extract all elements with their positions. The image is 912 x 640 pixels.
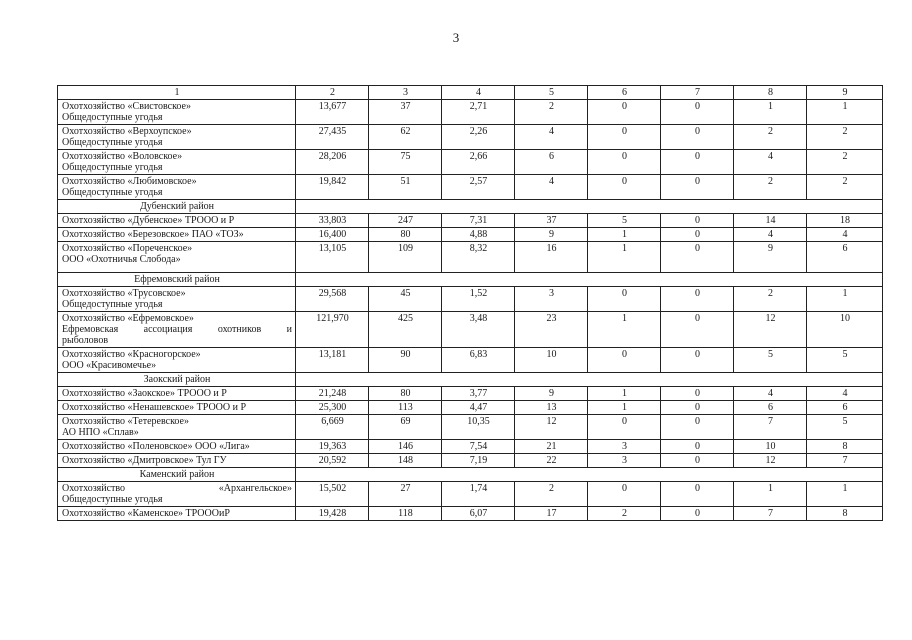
name-line: Общедоступные угодья — [62, 494, 163, 505]
value-cell-col-3: 51 — [369, 175, 442, 200]
district-empty-cell — [296, 200, 883, 214]
value-cell-col-4: 2,66 — [442, 150, 515, 175]
value-cell-col-3: 113 — [369, 401, 442, 415]
value-cell-col-8: 12 — [734, 312, 807, 348]
name-word: охотников — [217, 324, 262, 335]
name-line-spread — [62, 324, 292, 335]
name-line-spread — [62, 483, 292, 494]
value-cell-col-6: 1 — [588, 401, 661, 415]
column-header-8: 8 — [734, 86, 807, 100]
value-cell-col-7: 0 — [661, 125, 734, 150]
value-cell-col-4: 10,35 — [442, 415, 515, 440]
name-line: ООО «Красивомечье» — [62, 360, 157, 371]
value-cell-col-3: 37 — [369, 100, 442, 125]
name-line: Охотхозяйство «Поленовское» ООО «Лига» — [62, 441, 250, 452]
district-name: Заокский район — [58, 373, 296, 387]
value-cell-col-4: 4,88 — [442, 228, 515, 242]
value-cell-col-2: 19,363 — [296, 440, 369, 454]
value-cell-col-7: 0 — [661, 440, 734, 454]
name-line: Общедоступные угодья — [62, 162, 163, 173]
name-line: Охотхозяйство «Березовское» ПАО «ТОЗ» — [62, 229, 244, 240]
value-cell-col-9: 10 — [807, 312, 883, 348]
value-cell-col-8: 14 — [734, 214, 807, 228]
district-row — [58, 200, 883, 214]
table-row — [58, 287, 883, 312]
value-cell-col-2: 121,970 — [296, 312, 369, 348]
hunting-ground-name — [58, 312, 296, 348]
value-cell-col-8: 4 — [734, 228, 807, 242]
value-cell-col-6: 0 — [588, 482, 661, 507]
value-cell-col-5: 16 — [515, 242, 588, 273]
value-cell-col-2: 19,428 — [296, 507, 369, 521]
value-cell-col-5: 4 — [515, 125, 588, 150]
value-cell-col-6: 0 — [588, 287, 661, 312]
value-cell-col-6: 0 — [588, 150, 661, 175]
district-empty-cell — [296, 468, 883, 482]
name-line: АО НПО «Сплав» — [62, 427, 139, 438]
district-name: Дубенский район — [58, 200, 296, 214]
value-cell-col-7: 0 — [661, 387, 734, 401]
column-header-2: 2 — [296, 86, 369, 100]
table-row — [58, 242, 883, 273]
value-cell-col-4: 1,74 — [442, 482, 515, 507]
table-row — [58, 312, 883, 348]
value-cell-col-4: 4,47 — [442, 401, 515, 415]
value-cell-col-9: 4 — [807, 228, 883, 242]
value-cell-col-9: 1 — [807, 100, 883, 125]
value-cell-col-8: 4 — [734, 150, 807, 175]
value-cell-col-2: 29,568 — [296, 287, 369, 312]
value-cell-col-4: 3,48 — [442, 312, 515, 348]
value-cell-col-4: 1,52 — [442, 287, 515, 312]
hunting-ground-name — [58, 454, 296, 468]
value-cell-col-3: 146 — [369, 440, 442, 454]
value-cell-col-8: 4 — [734, 387, 807, 401]
value-cell-col-3: 62 — [369, 125, 442, 150]
column-header-1: 1 — [58, 86, 296, 100]
page-number: 3 — [452, 30, 460, 45]
name-line: Охотхозяйство «Заокское» ТРООО и Р — [62, 388, 227, 399]
value-cell-col-2: 28,206 — [296, 150, 369, 175]
table-row — [58, 454, 883, 468]
value-cell-col-6: 1 — [588, 312, 661, 348]
value-cell-col-5: 9 — [515, 228, 588, 242]
value-cell-col-2: 13,105 — [296, 242, 369, 273]
hunting-ground-name — [58, 228, 296, 242]
value-cell-col-5: 37 — [515, 214, 588, 228]
hunting-ground-name — [58, 482, 296, 507]
district-empty-cell — [296, 373, 883, 387]
value-cell-col-6: 3 — [588, 454, 661, 468]
value-cell-col-8: 5 — [734, 348, 807, 373]
hunting-ground-name — [58, 125, 296, 150]
name-line: Охотхозяйство «Пореченское» — [62, 243, 193, 254]
hunting-ground-name — [58, 287, 296, 312]
name-spacer — [62, 265, 292, 271]
value-cell-col-6: 1 — [588, 242, 661, 273]
value-cell-col-2: 27,435 — [296, 125, 369, 150]
value-cell-col-2: 33,803 — [296, 214, 369, 228]
hunting-ground-name — [58, 507, 296, 521]
value-cell-col-7: 0 — [661, 100, 734, 125]
value-cell-col-5: 22 — [515, 454, 588, 468]
value-cell-col-4: 7,54 — [442, 440, 515, 454]
value-cell-col-5: 13 — [515, 401, 588, 415]
name-line: Общедоступные угодья — [62, 299, 163, 310]
value-cell-col-4: 6,83 — [442, 348, 515, 373]
value-cell-col-8: 6 — [734, 401, 807, 415]
value-cell-col-8: 2 — [734, 175, 807, 200]
name-line: Общедоступные угодья — [62, 137, 163, 148]
value-cell-col-4: 7,31 — [442, 214, 515, 228]
hunting-grounds-table — [57, 85, 883, 521]
value-cell-col-3: 75 — [369, 150, 442, 175]
value-cell-col-7: 0 — [661, 287, 734, 312]
hunting-ground-name — [58, 401, 296, 415]
name-line: Охотхозяйство «Тетеревское» — [62, 416, 189, 427]
name-line: Охотхозяйство «Ефремовское» — [62, 313, 194, 324]
value-cell-col-9: 1 — [807, 482, 883, 507]
value-cell-col-7: 0 — [661, 401, 734, 415]
value-cell-col-7: 0 — [661, 175, 734, 200]
value-cell-col-9: 2 — [807, 150, 883, 175]
value-cell-col-5: 12 — [515, 415, 588, 440]
table-row — [58, 440, 883, 454]
value-cell-col-4: 2,71 — [442, 100, 515, 125]
value-cell-col-5: 2 — [515, 100, 588, 125]
value-cell-col-9: 18 — [807, 214, 883, 228]
table-row — [58, 482, 883, 507]
value-cell-col-9: 6 — [807, 242, 883, 273]
column-header-6: 6 — [588, 86, 661, 100]
value-cell-col-6: 0 — [588, 125, 661, 150]
value-cell-col-6: 0 — [588, 348, 661, 373]
value-cell-col-2: 20,592 — [296, 454, 369, 468]
table-row — [58, 228, 883, 242]
name-line: Охотхозяйство «Любимовское» — [62, 176, 197, 187]
value-cell-col-9: 5 — [807, 415, 883, 440]
value-cell-col-4: 8,32 — [442, 242, 515, 273]
name-line: ООО «Охотничья Слобода» — [62, 254, 181, 265]
value-cell-col-5: 23 — [515, 312, 588, 348]
value-cell-col-3: 109 — [369, 242, 442, 273]
value-cell-col-4: 6,07 — [442, 507, 515, 521]
table-row — [58, 401, 883, 415]
hunting-ground-name — [58, 214, 296, 228]
value-cell-col-6: 2 — [588, 507, 661, 521]
value-cell-col-8: 1 — [734, 482, 807, 507]
value-cell-col-9: 7 — [807, 454, 883, 468]
district-row — [58, 273, 883, 287]
value-cell-col-4: 2,57 — [442, 175, 515, 200]
hunting-ground-name — [58, 242, 296, 273]
value-cell-col-5: 9 — [515, 387, 588, 401]
value-cell-col-8: 2 — [734, 287, 807, 312]
value-cell-col-5: 6 — [515, 150, 588, 175]
value-cell-col-5: 3 — [515, 287, 588, 312]
value-cell-col-6: 0 — [588, 175, 661, 200]
value-cell-col-8: 7 — [734, 415, 807, 440]
name-line: Охотхозяйство «Воловское» — [62, 151, 183, 162]
value-cell-col-8: 12 — [734, 454, 807, 468]
value-cell-col-7: 0 — [661, 242, 734, 273]
name-line: Охотхозяйство «Трусовское» — [62, 288, 186, 299]
value-cell-col-7: 0 — [661, 454, 734, 468]
value-cell-col-7: 0 — [661, 348, 734, 373]
value-cell-col-2: 19,842 — [296, 175, 369, 200]
value-cell-col-6: 1 — [588, 228, 661, 242]
value-cell-col-6: 3 — [588, 440, 661, 454]
value-cell-col-7: 0 — [661, 214, 734, 228]
district-row — [58, 468, 883, 482]
value-cell-col-8: 2 — [734, 125, 807, 150]
value-cell-col-5: 17 — [515, 507, 588, 521]
value-cell-col-3: 90 — [369, 348, 442, 373]
value-cell-col-6: 1 — [588, 387, 661, 401]
name-word: и — [286, 324, 292, 335]
name-word: Охотхозяйство — [62, 483, 126, 494]
value-cell-col-6: 0 — [588, 100, 661, 125]
name-line: Охотхозяйство «Дубенское» ТРООО и Р — [62, 215, 235, 226]
value-cell-col-2: 21,248 — [296, 387, 369, 401]
value-cell-col-2: 6,669 — [296, 415, 369, 440]
table-row — [58, 125, 883, 150]
value-cell-col-6: 5 — [588, 214, 661, 228]
value-cell-col-3: 80 — [369, 387, 442, 401]
column-header-4: 4 — [442, 86, 515, 100]
value-cell-col-2: 25,300 — [296, 401, 369, 415]
value-cell-col-9: 8 — [807, 507, 883, 521]
table-row — [58, 214, 883, 228]
value-cell-col-9: 4 — [807, 387, 883, 401]
value-cell-col-8: 1 — [734, 100, 807, 125]
column-header-9: 9 — [807, 86, 883, 100]
table-row — [58, 150, 883, 175]
hunting-ground-name — [58, 150, 296, 175]
value-cell-col-9: 8 — [807, 440, 883, 454]
name-line: Охотхозяйство «Дмитровское» Тул ГУ — [62, 455, 227, 466]
value-cell-col-7: 0 — [661, 312, 734, 348]
value-cell-col-3: 27 — [369, 482, 442, 507]
table-row — [58, 415, 883, 440]
value-cell-col-7: 0 — [661, 415, 734, 440]
hunting-ground-name — [58, 175, 296, 200]
table-row — [58, 348, 883, 373]
value-cell-col-8: 7 — [734, 507, 807, 521]
value-cell-col-9: 5 — [807, 348, 883, 373]
hunting-ground-name — [58, 100, 296, 125]
value-cell-col-5: 10 — [515, 348, 588, 373]
value-cell-col-2: 15,502 — [296, 482, 369, 507]
district-row — [58, 373, 883, 387]
name-line: Охотхозяйство «Верхоупское» — [62, 126, 192, 137]
value-cell-col-2: 16,400 — [296, 228, 369, 242]
value-cell-col-9: 2 — [807, 175, 883, 200]
value-cell-col-7: 0 — [661, 507, 734, 521]
value-cell-col-5: 4 — [515, 175, 588, 200]
value-cell-col-4: 2,26 — [442, 125, 515, 150]
value-cell-col-9: 2 — [807, 125, 883, 150]
name-word: ассоциация — [143, 324, 193, 335]
value-cell-col-2: 13,677 — [296, 100, 369, 125]
column-header-3: 3 — [369, 86, 442, 100]
value-cell-col-8: 10 — [734, 440, 807, 454]
table-row — [58, 175, 883, 200]
district-name: Каменский район — [58, 468, 296, 482]
name-line: Охотхозяйство «Каменское» ТРОООиР — [62, 508, 230, 519]
hunting-ground-name — [58, 415, 296, 440]
value-cell-col-5: 21 — [515, 440, 588, 454]
name-line: Общедоступные угодья — [62, 187, 163, 198]
value-cell-col-3: 247 — [369, 214, 442, 228]
value-cell-col-5: 2 — [515, 482, 588, 507]
district-empty-cell — [296, 273, 883, 287]
value-cell-col-9: 6 — [807, 401, 883, 415]
value-cell-col-7: 0 — [661, 228, 734, 242]
value-cell-col-7: 0 — [661, 150, 734, 175]
name-word: Ефремовская — [62, 324, 119, 335]
name-line: рыболовов — [62, 335, 109, 346]
value-cell-col-4: 7,19 — [442, 454, 515, 468]
value-cell-col-3: 425 — [369, 312, 442, 348]
column-header-7: 7 — [661, 86, 734, 100]
header-row — [58, 86, 883, 100]
value-cell-col-2: 13,181 — [296, 348, 369, 373]
value-cell-col-3: 45 — [369, 287, 442, 312]
hunting-ground-name — [58, 387, 296, 401]
table-body — [58, 86, 883, 521]
value-cell-col-8: 9 — [734, 242, 807, 273]
name-word: «Архангельское» — [218, 483, 292, 494]
name-line: Охотхозяйство «Свистовское» — [62, 101, 191, 112]
value-cell-col-7: 0 — [661, 482, 734, 507]
name-line: Охотхозяйство «Красногорское» — [62, 349, 201, 360]
hunting-ground-name — [58, 440, 296, 454]
table-row — [58, 387, 883, 401]
district-name: Ефремовский район — [58, 273, 296, 287]
hunting-ground-name — [58, 348, 296, 373]
value-cell-col-3: 148 — [369, 454, 442, 468]
table-row — [58, 100, 883, 125]
name-line: Охотхозяйство «Ненашевское» ТРООО и Р — [62, 402, 247, 413]
value-cell-col-4: 3,77 — [442, 387, 515, 401]
value-cell-col-3: 69 — [369, 415, 442, 440]
value-cell-col-3: 80 — [369, 228, 442, 242]
value-cell-col-9: 1 — [807, 287, 883, 312]
table-row — [58, 507, 883, 521]
column-header-5: 5 — [515, 86, 588, 100]
value-cell-col-6: 0 — [588, 415, 661, 440]
name-line: Общедоступные угодья — [62, 112, 163, 123]
value-cell-col-3: 118 — [369, 507, 442, 521]
